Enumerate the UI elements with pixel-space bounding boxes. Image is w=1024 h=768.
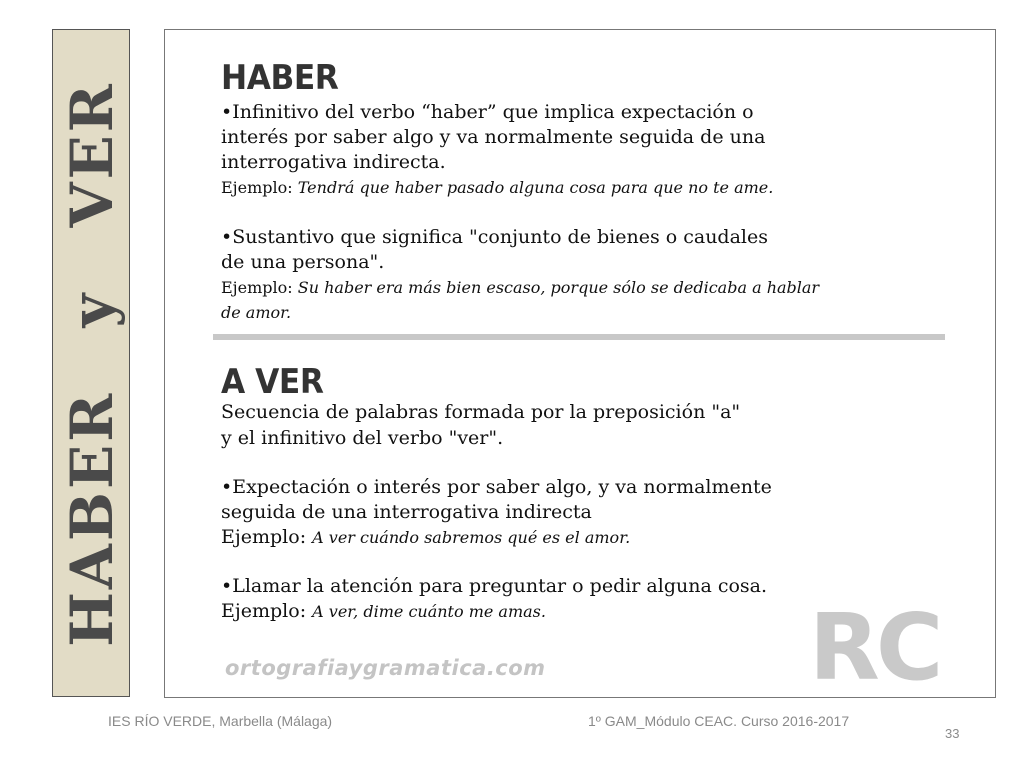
haber-item1-line2: interés por saber algo y va normalmente seguida de una	[221, 126, 766, 148]
example-text: Tendrá que haber pasado alguna cosa para que no te ame.	[297, 178, 774, 197]
haber-item1-line3: interrogativa indirecta.	[221, 151, 446, 173]
aver-item1-text1: Expectación o interés por saber algo, y va normalmente	[232, 476, 772, 498]
website-watermark: ortografiaygramatica.com	[225, 656, 546, 680]
bullet: •	[221, 101, 233, 123]
bullet: •	[221, 575, 233, 597]
haber-heading: HABER	[221, 58, 339, 98]
aver-example1	[221, 525, 981, 550]
haber-example1	[221, 175, 981, 200]
example-label: Ejemplo:	[221, 600, 313, 622]
page-number: 33	[945, 726, 960, 741]
haber-item1-text1: Infinitivo del verbo “haber” que implica expectación o	[232, 101, 754, 123]
aver-item2-text1: Llamar la atención para preguntar o pedir alguna cosa.	[232, 575, 768, 597]
side-banner	[52, 29, 130, 697]
example-label: Ejemplo:	[221, 526, 313, 548]
footer-course: 1º GAM_Módulo CEAC. Curso 2016-2017	[588, 713, 850, 729]
haber-item1-line1	[221, 100, 981, 125]
example-text: A ver cuándo sabremos qué es el amor.	[312, 528, 631, 547]
side-title: HABER y VER	[58, 81, 126, 647]
haber-example2-cont	[221, 300, 981, 325]
bullet: •	[221, 226, 233, 248]
haber-item2-line1	[221, 225, 981, 250]
example-text: Su haber era más bien escaso, porque sólo se dedicaba a hablar	[297, 278, 820, 297]
aver-heading: A VER	[221, 362, 324, 402]
example-text-cont: de amor.	[221, 303, 292, 322]
rc-logo: RC	[809, 594, 940, 701]
footer-school: IES RÍO VERDE, Marbella (Málaga)	[108, 713, 333, 729]
haber-item2-text1: Sustantivo que significa "conjunto de bienes o caudales	[232, 226, 768, 248]
aver-intro-line1: Secuencia de palabras formada por la preposición "a"	[221, 401, 741, 423]
bullet: •	[221, 476, 233, 498]
example-text: A ver, dime cuánto me amas.	[312, 602, 546, 621]
aver-item1-line2: seguida de una interrogativa indirecta	[221, 501, 592, 523]
aver-item1-line1	[221, 475, 981, 500]
section-divider	[213, 334, 945, 340]
example-label: Ejemplo:	[221, 278, 298, 297]
haber-example2	[221, 275, 981, 300]
content-card	[164, 29, 996, 701]
haber-item2-line2: de una persona".	[221, 251, 385, 273]
example-label: Ejemplo:	[221, 178, 298, 197]
aver-intro-line2: y el infinitivo del verbo "ver".	[221, 427, 504, 449]
